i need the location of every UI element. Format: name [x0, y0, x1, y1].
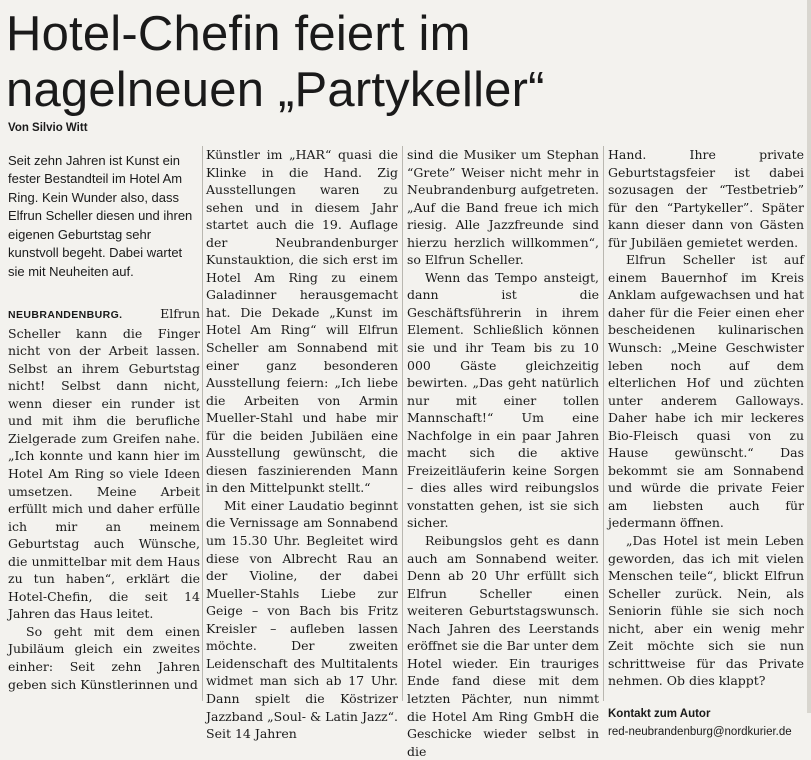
column-divider: [603, 146, 604, 701]
paragraph: „Das Hotel ist mein Leben geworden, das ich mit vielen Menschen teile“, blickt Elfrun Scheller zurück. Nein, als Seniorin fühle sie sich noch nicht, aber ein wenig mehr Zeit möchte sich sie nun schrittweise für das Private nehmen. Ob dies klappt?: [608, 533, 804, 689]
headline-line-1: Hotel-Chefin feiert im: [6, 7, 471, 61]
column-3: [407, 146, 599, 760]
paragraph: Reibungslos geht es dann auch am Sonnabend weiter. Denn ab 20 Uhr erfüllt sich Elfrun Scheller einen weiteren Geburtstagswunsch. Nach Jahren des Leerstands eröffnet sie die Bar unter dem Hotel wieder. Ein trauriges Ende fand diese mit dem letzten Pächter, nun nimmt die Hotel Am Ring GmbH die Geschicke wieder selbst in die: [407, 533, 599, 759]
contact-email: red-neubrandenburg@nordkurier.de: [608, 725, 792, 738]
column-divider: [202, 146, 203, 701]
paragraph-text: Elfrun Scheller kann die Finger nicht von der Arbeit lassen. Selbst an ihrem Geburtstag nicht! Selbst dann nicht, wenn dieser ein runder ist und mit ihm die berufliche Zielgerade zum Greifen nahe. „Ich konnte und kann hier im Hotel Am Ring so viele Ideen umsetzen. Meine Arbeit erfüllt mich und daher erfülle ich mir an meinem Geburtstag auch Wünsche, die unmittelbar mit dem Haus zu tun haben“, erklärt die Hotel-Chefin, die seit 14 Jahren das Haus leitet.: [8, 306, 200, 622]
lead-paragraph: Seit zehn Jahren ist Kunst ein fester Bestandteil im Hotel Am Ring. Kein Wunder also, dass Elfrun Scheller diesen und ihren eigenen Geburtstag sehr kunstvoll begeht. Dabei wartet sie mit Neuheiten auf.: [8, 152, 193, 279]
column-4: [608, 146, 804, 741]
paragraph: [8, 305, 200, 623]
paragraph: Elfrun Scheller ist auf einem Bauernhof im Kreis Anklam aufgewachsen und hat daher für die Feier einen eher bescheidenen kulinarischen Wunsch: „Meine Geschwister leben noch auf dem elterlichen Hof und züchten unter anderem Galloways. Daher habe ich mir leckeres Bio-Fleisch quasi von zu Hause gewünscht.“ Das bekommt sie am Sonnabend und würde die private Feier am liebsten auch für jedermann öffnen.: [608, 252, 804, 531]
paragraph: sind die Musiker um Stephan “Grete” Weiser nicht mehr in Neubrandenburg aufgetreten. „Auf die Band freue ich mich riesig. Alle Jazzfreunde sind hierzu herzlich willkommen“, so Elfrun Scheller.: [407, 147, 599, 268]
paragraph: So geht mit dem einen Jubiläum gleich ein zweites einher: Seit zehn Jahren geben sich Künstlerinnen und: [8, 623, 200, 692]
headline-line-2: nagelneuen „Partykeller“: [6, 63, 545, 117]
paragraph: Wenn das Tempo ansteigt, dann ist die Geschäftsführerin in ihrem Element. Schließlich können sie und ihr Team bis zu 10 000 Gäste gleichzeitig bewirten. „Das geht natürlich nur mit einer tollen Mannschaft!“ Um eine Nachfolge in ein paar Jahren macht sich die aktive Freizeitläuferin keine Sorgen – dies alles wird reibungslos vonstatten gehen, ist sie sich sicher.: [407, 269, 599, 531]
dateline: NEUBRANDENBURG.: [8, 309, 123, 322]
column-2: [206, 146, 398, 743]
headline: [6, 6, 806, 118]
column-1: [8, 120, 200, 693]
paragraph: Künstler im „HAR“ quasi die Klinke in die Hand. Zig Ausstellungen waren zu sehen und in diesem Jahr startet auch die 19. Auflage der Neubrandenburger Kunstauktion, die sich erst im Hotel Am Ring zu einem Galadinner herausgemacht hat. Die Dekade „Kunst im Hotel Am Ring“ will Elfrun Scheller am Sonnabend mit einer ganz besonderen Ausstellung feiern: „Ich liebe die Arbeiten von Armin Mueller-Stahl und habe mir für die beiden Jubiläen eine Ausstellung gewünscht, die diesen faszinierenden Mann in den Mittelpunkt stellt.“: [206, 147, 398, 496]
paragraph: Mit einer Laudatio beginnt die Vernissage am Sonnabend um 15.30 Uhr. Begleitet wird diese von Albrecht Rau an der Violine, der dabei Mueller-Stahls Liebe zur Geige – von Bach bis Fritz Kreisler – aufleben lassen möchte. Der zweiten Leidenschaft des Multitalents widmet man sich ab 17 Uhr. Dann spielt die Köstrizer Jazzband „Soul- & Latin Jazz“. Seit 14 Jahren: [206, 497, 398, 742]
contact-label: Kontakt zum Autor: [608, 707, 711, 720]
paragraph: Hand. Ihre private Geburtstagsfeier ist dabei sozusagen der “Testbetrieb” für den “Partykeller”. Später kann dieser dann von Gästen für Jubiläen gemietet werden.: [608, 147, 804, 250]
column-divider: [402, 146, 403, 701]
page-edge: [807, 0, 811, 713]
byline: Von Silvio Witt: [8, 122, 88, 134]
